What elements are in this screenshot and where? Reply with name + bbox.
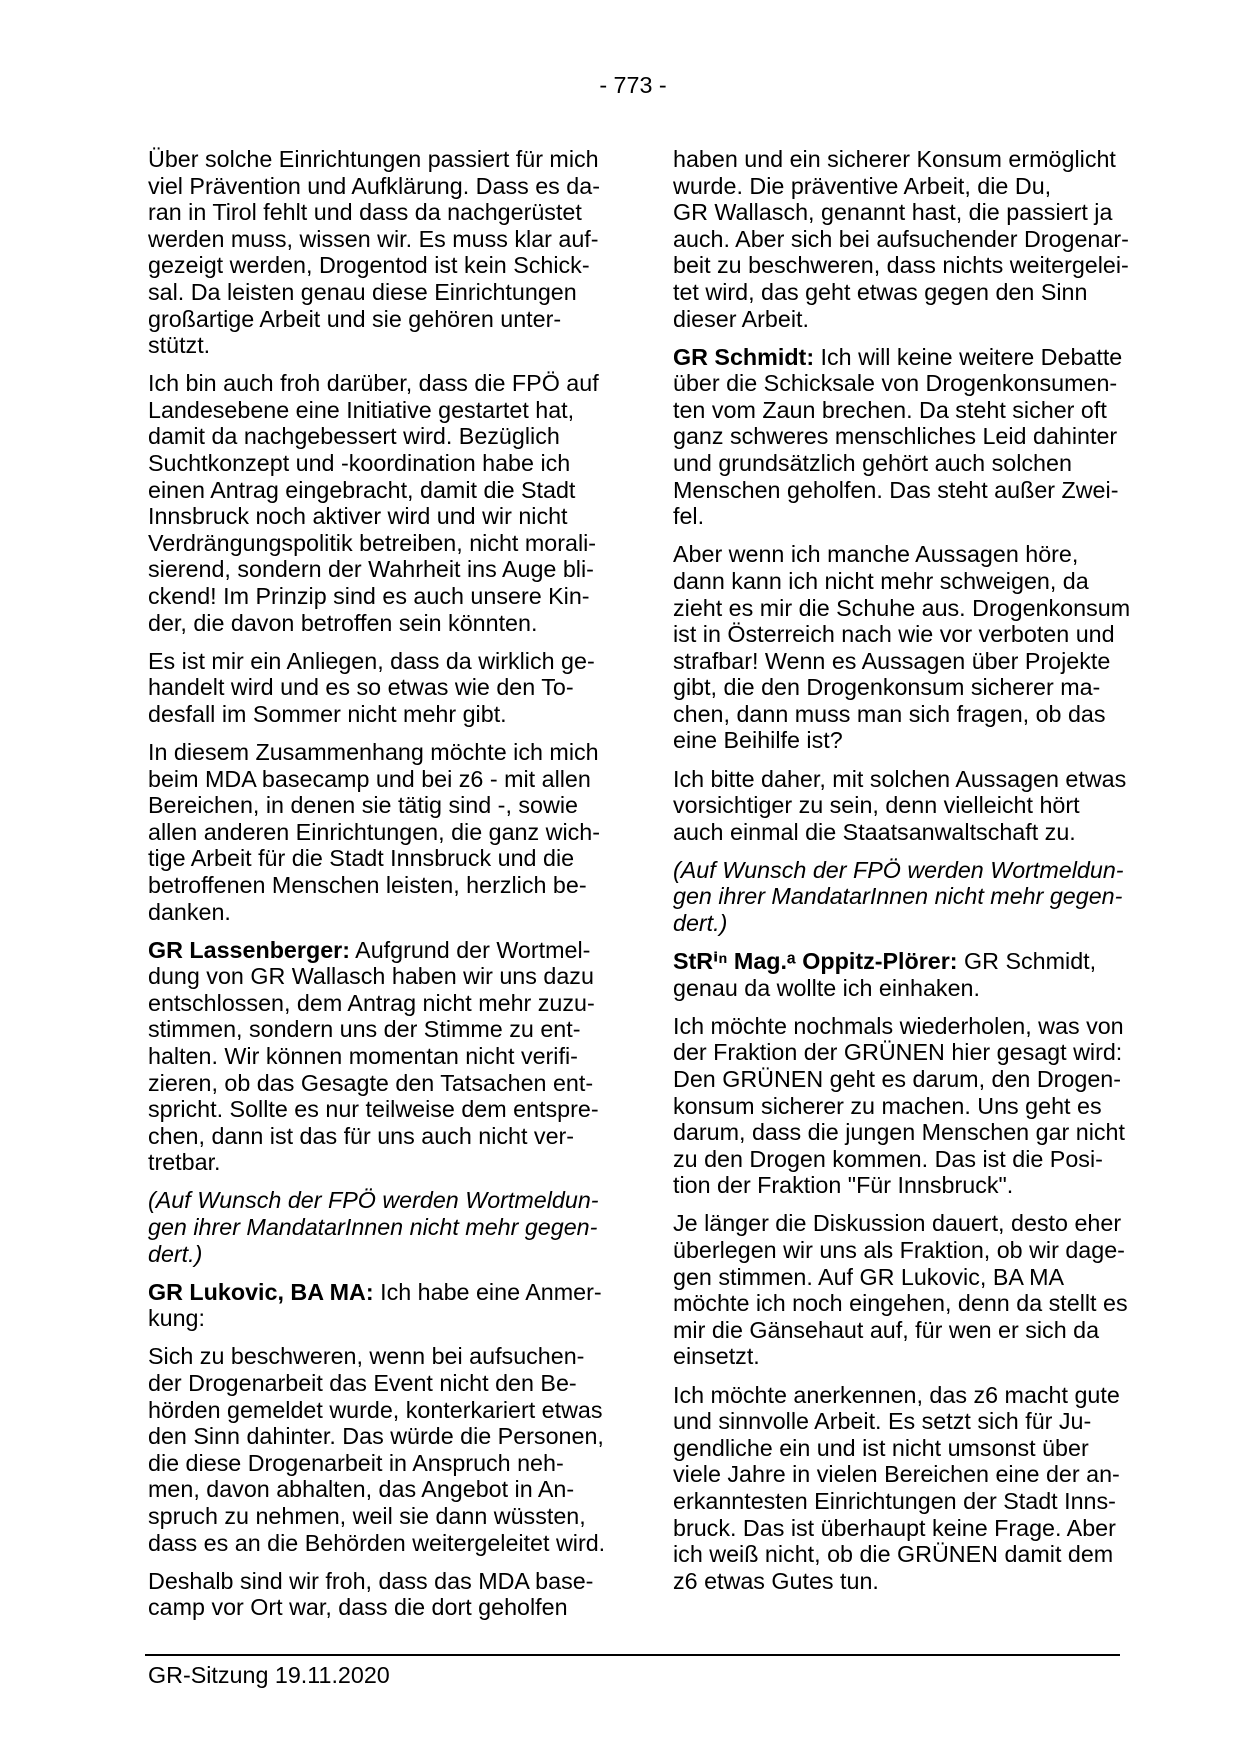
text-line: stimmen, sondern uns der Stimme zu ent-	[148, 1016, 581, 1043]
text-line: (Auf Wunsch der FPÖ werden Wortmeldun-	[148, 1187, 599, 1214]
text-line: einen Antrag eingebracht, damit die Stadt	[148, 476, 576, 503]
speaker-name: StRⁱⁿ Mag.ᵃ Oppitz-Plörer:	[673, 948, 958, 975]
text-line: möchte ich noch eingehen, denn da stellt es	[673, 1290, 1128, 1317]
text-line: beit zu beschweren, dass nichts weitergelei-	[673, 252, 1129, 279]
speaker-name: GR Schmidt:	[673, 343, 815, 370]
text-line: der Fraktion der GRÜNEN hier gesagt wird:	[673, 1039, 1123, 1066]
text-line: sal. Da leisten genau diese Einrichtungen	[148, 278, 577, 305]
text-line: entschlossen, dem Antrag nicht mehr zuzu-	[148, 989, 595, 1016]
text-line: und sinnvolle Arbeit. Es setzt sich für Ju-	[673, 1408, 1092, 1435]
text-line: tige Arbeit für die Stadt Innsbruck und die	[148, 845, 575, 872]
text-line: zieren, ob das Gesagte den Tatsachen ent-	[148, 1069, 594, 1096]
text-line: Ich möchte anerkennen, das z6 macht gute	[673, 1381, 1120, 1408]
text-line: Den GRÜNEN geht es darum, den Drogen-	[673, 1066, 1122, 1092]
text-column-right	[673, 146, 1131, 1606]
text-column-left	[148, 146, 606, 1632]
text-line: viel Prävention und Aufklärung. Dass es da-	[148, 172, 600, 199]
footer-session-label: GR-Sitzung 19.11.2020	[148, 1662, 390, 1688]
speaker-name: GR Lukovic, BA MA:	[148, 1278, 374, 1305]
text-line: dieser Arbeit.	[673, 305, 809, 332]
text-line: dann kann ich nicht mehr schweigen, da	[673, 567, 1089, 594]
text-line: gezeigt werden, Drogentod ist kein Schick-	[148, 252, 590, 279]
paragraph	[148, 937, 600, 1176]
text-line: auch einmal die Staatsanwaltschaft zu.	[673, 818, 1076, 845]
text-line: stützt.	[148, 332, 211, 359]
paragraph	[148, 739, 600, 925]
text-line: damit da nachgebessert wird. Bezüglich	[148, 423, 560, 450]
text-line: Sich zu beschweren, wenn bei aufsuchen-	[148, 1343, 585, 1370]
text-line: wurde. Die präventive Arbeit, die Du,	[673, 172, 1052, 199]
text-line: ran in Tirol fehlt und dass da nachgerüstet	[148, 199, 582, 226]
text-line: kung:	[148, 1305, 205, 1332]
text-line: Aber wenn ich manche Aussagen höre,	[673, 541, 1079, 568]
text-line: Bereichen, in denen sie tätig sind -, sowie	[148, 792, 578, 819]
text-line: Ich bin auch froh darüber, dass die FPÖ auf	[148, 370, 599, 397]
text-line: gen stimmen. Auf GR Lukovic, BA MA	[673, 1263, 1065, 1290]
text-line: dert.)	[148, 1240, 203, 1267]
text-line: strafbar! Wenn es Aussagen über Projekte	[673, 647, 1111, 674]
text-line: gibt, die den Drogenkonsum sicherer ma-	[673, 674, 1101, 701]
text-line: ist in Österreich nach wie vor verboten und	[673, 621, 1115, 648]
text-line: den Sinn dahinter. Das würde die Personen,	[148, 1423, 604, 1450]
text-line: chen, dann muss man sich fragen, ob das	[673, 700, 1106, 727]
text-line: über die Schicksale von Drogenkonsumen-	[673, 370, 1118, 397]
text-line: Suchtkonzept und -koordination habe ich	[148, 450, 571, 477]
text-line: GR Wallasch, genannt hast, die passiert ja	[673, 199, 1113, 226]
text-line: Ich möchte nochmals wiederholen, was von	[673, 1012, 1124, 1039]
text-line: konsum sicherer zu machen. Uns geht es	[673, 1092, 1102, 1119]
text-line: spruch zu nehmen, weil sie dann wüssten,	[148, 1503, 586, 1529]
paragraph	[673, 1013, 1125, 1199]
stage-note-paragraph	[673, 857, 1125, 937]
text-line: danken.	[148, 898, 231, 925]
text-line: gen ihrer MandatarInnen nicht mehr gegen-	[673, 883, 1123, 910]
paragraph	[148, 1279, 600, 1332]
text-line: sierend, sondern der Wahrheit ins Auge bli-	[148, 556, 594, 583]
paragraph	[148, 146, 600, 359]
text-line: werden muss, wissen wir. Es muss klar auf-	[148, 225, 599, 252]
text-line: großartige Arbeit und sie gehören unter-	[148, 305, 562, 332]
text-line: ten vom Zaun brechen. Da steht sicher oft	[673, 396, 1107, 423]
paragraph	[673, 344, 1125, 530]
text-line: Je länger die Diskussion dauert, desto eher	[673, 1210, 1122, 1237]
paragraph	[673, 1210, 1128, 1370]
text-line: bruck. Das ist überhaupt keine Frage. Aber	[673, 1514, 1116, 1541]
paragraph	[673, 541, 1131, 754]
footer-divider-rule	[145, 1654, 1120, 1656]
text-line: einsetzt.	[673, 1343, 760, 1370]
text-line: tet wird, das geht etwas gegen den Sinn	[673, 278, 1088, 305]
text-line: zu den Drogen kommen. Das ist die Posi-	[673, 1145, 1103, 1172]
text-line: GR Lukovic, BA MA: Ich habe eine Anmer-	[148, 1278, 602, 1305]
text-line: ckend! Im Prinzip sind es auch unsere Kin-	[148, 583, 590, 609]
text-line: erkanntesten Einrichtungen der Stadt Inns-	[673, 1487, 1116, 1514]
paragraph	[148, 370, 600, 636]
text-line: die diese Drogenarbeit in Anspruch neh-	[148, 1449, 564, 1476]
text-line: vorsichtiger zu sein, denn vielleicht hört	[673, 792, 1080, 819]
paragraph	[148, 648, 600, 728]
text-line: zieht es mir die Schuhe aus. Drogenkonsum	[673, 594, 1131, 621]
text-line: der, die davon betroffen sein könnten.	[148, 609, 538, 636]
text-line: z6 etwas Gutes tun.	[673, 1567, 879, 1594]
text-line: handelt wird und es so etwas wie den To-	[148, 674, 574, 701]
text-line: mir die Gänsehaut auf, für wen er sich da	[673, 1316, 1100, 1343]
text-line: GR Lassenberger: Aufgrund der Wortmel-	[148, 936, 591, 963]
text-line: darum, dass die jungen Menschen gar nicht	[673, 1119, 1125, 1146]
text-line: chen, dann ist das für uns auch nicht ver-	[148, 1122, 575, 1149]
text-line: überlegen wir uns als Fraktion, ob wir dage-	[673, 1237, 1125, 1264]
text-line: In diesem Zusammenhang möchte ich mich	[148, 738, 599, 765]
text-line: Innsbruck noch aktiver wird und wir nicht	[148, 503, 568, 530]
paragraph	[673, 146, 1129, 332]
text-line: betroffenen Menschen leisten, herzlich be-	[148, 871, 587, 898]
text-line: viele Jahre in vielen Bereichen eine der an-	[673, 1461, 1120, 1488]
text-line: ganz schweres menschliches Leid dahinter	[673, 423, 1118, 450]
text-line: dert.)	[673, 910, 728, 937]
text-line: Es ist mir ein Anliegen, dass da wirklich ge-	[148, 647, 595, 674]
text-line: halten. Wir können momentan nicht verifi-	[148, 1043, 578, 1069]
text-line: gendliche ein und ist nicht umsonst über	[673, 1434, 1089, 1461]
text-line: der Drogenarbeit das Event nicht den Be-	[148, 1370, 577, 1397]
paragraph	[673, 948, 1125, 1001]
text-line: camp vor Ort war, dass die dort geholfen	[148, 1594, 568, 1621]
text-line: genau da wollte ich einhaken.	[673, 974, 980, 1001]
page-number: - 773 -	[599, 72, 667, 98]
text-line: gen ihrer MandatarInnen nicht mehr gegen-	[148, 1214, 598, 1241]
text-line: (Auf Wunsch der FPÖ werden Wortmeldun-	[673, 856, 1124, 883]
text-line: StRⁱⁿ Mag.ᵃ Oppitz-Plörer: GR Schmidt,	[673, 948, 1097, 975]
text-line: spricht. Sollte es nur teilweise dem entspre-	[148, 1096, 599, 1123]
stage-note-paragraph	[148, 1187, 600, 1267]
text-line: hörden gemeldet wurde, konterkariert etwas	[148, 1396, 603, 1423]
text-line: desfall im Sommer nicht mehr gibt.	[148, 700, 507, 727]
text-line: allen anderen Einrichtungen, die ganz wich-	[148, 818, 600, 845]
text-line: fel.	[673, 503, 705, 530]
paragraph	[148, 1343, 606, 1556]
text-line: Über solche Einrichtungen passiert für mich	[148, 146, 599, 172]
paragraph	[673, 1382, 1125, 1595]
text-line: eine Beihilfe ist?	[673, 727, 843, 754]
paragraph	[148, 1568, 600, 1621]
speaker-name: GR Lassenberger:	[148, 936, 350, 963]
text-line: und grundsätzlich gehört auch solchen	[673, 450, 1072, 477]
text-line: Verdrängungspolitik betreiben, nicht morali-	[148, 529, 597, 556]
text-line: auch. Aber sich bei aufsuchender Drogenar-	[673, 225, 1129, 252]
paragraph	[673, 766, 1125, 846]
text-line: tion der Fraktion "Für Innsbruck".	[673, 1172, 1014, 1199]
text-line: Deshalb sind wir froh, dass das MDA base-	[148, 1567, 594, 1594]
text-line: dass es an die Behörden weitergeleitet wird.	[148, 1529, 606, 1556]
text-line: men, davon abhalten, das Angebot in An-	[148, 1476, 575, 1503]
text-line: Ich bitte daher, mit solchen Aussagen etwas	[673, 765, 1127, 792]
text-line: GR Schmidt: Ich will keine weitere Debatte	[673, 343, 1123, 370]
text-line: haben und ein sicherer Konsum ermöglicht	[673, 146, 1116, 172]
text-line: Menschen geholfen. Das steht außer Zwei-	[673, 476, 1119, 503]
text-line: dung von GR Wallasch haben wir uns dazu	[148, 963, 594, 990]
text-line: Landesebene eine Initiative gestartet hat,	[148, 396, 575, 423]
text-line: tretbar.	[148, 1149, 221, 1176]
text-line: ich weiß nicht, ob die GRÜNEN damit dem	[673, 1541, 1114, 1568]
text-line: beim MDA basecamp und bei z6 - mit allen	[148, 765, 591, 792]
